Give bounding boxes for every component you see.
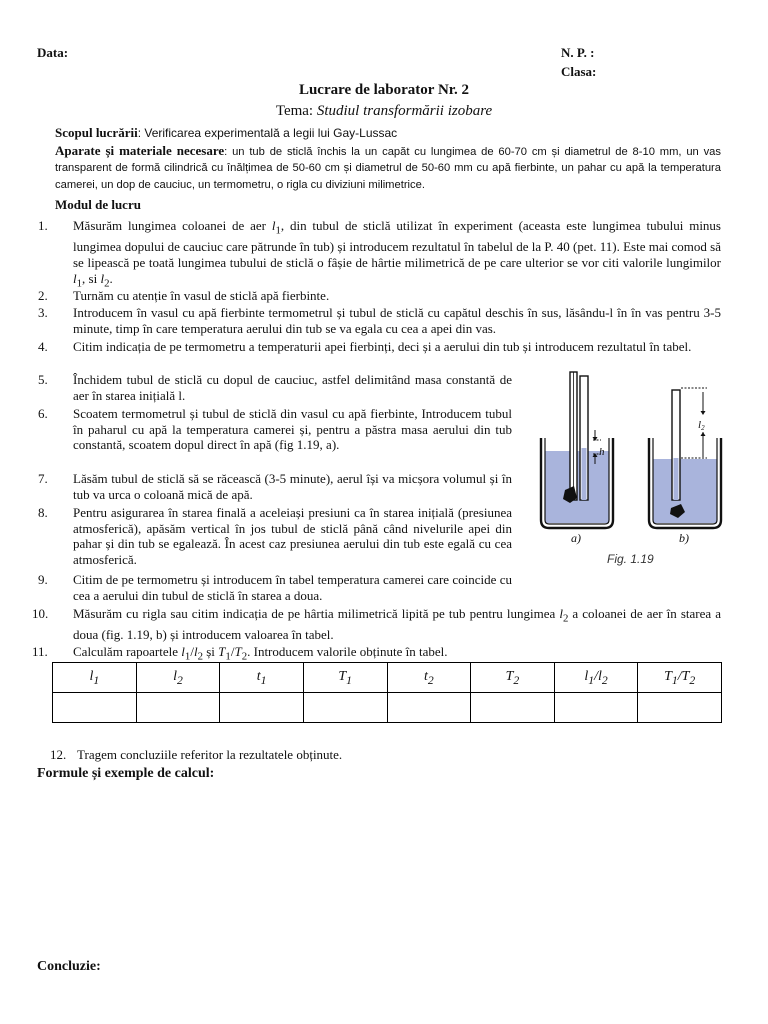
tube-a-water — [582, 448, 587, 500]
label-h: h — [599, 446, 605, 458]
step-number: 10. — [32, 606, 49, 621]
table-cell[interactable] — [554, 693, 638, 723]
table-header-row — [53, 663, 722, 693]
step-10: Măsurăm cu rigla sau citim indicația de pe hârtia milimetrică lipită pe tub pentru lungimea $l_2$ a coloanei de aer în starea a doua (fig. 1.19, b) și introducem valoarea în tabel. — [73, 606, 721, 643]
table-cell[interactable] — [471, 693, 555, 723]
step-number: 1. — [38, 218, 48, 233]
table-cell[interactable] — [220, 693, 304, 723]
step-7: Lăsăm tubul de sticlă să se răcească (3-5 minute), aerul își va micșora volumul și în tub va urca o coloană mică de apă. — [73, 471, 512, 502]
step-12: Tragem concluziile referitor la rezultatele obținute. — [77, 747, 343, 762]
label-l2: l2 — [698, 419, 705, 432]
water-b — [653, 459, 717, 523]
header-cell-l-ratio: $l_1/l_2$ — [554, 663, 638, 693]
purpose-text: : Verificarea experimentală a legii lui Gay-Lussac — [137, 126, 398, 140]
label-a: a) — [571, 531, 581, 545]
step-3: Introducem în vasul cu apă fierbinte termometrul și tubul de sticlă cu capătul deschis în sus, lăsându-l în în vas pentru 3-5 minute, timp în care temperatura aerului din tub se va egala cu cea a apei din vas. — [73, 305, 721, 336]
step-4: Citim indicația de pe termometru a temperaturii apei fierbinți, deci și a aerului din tub și introducem rezultatul în tabel. — [73, 339, 692, 354]
table-cell[interactable] — [53, 693, 137, 723]
table-cell[interactable] — [136, 693, 220, 723]
table-cell[interactable] — [303, 693, 387, 723]
step-number: 4. — [38, 339, 48, 354]
step-9: Citim de pe termometru și introducem în tabel temperatura camerei care coincide cu cea a aerului din tubul de sticlă în starea a doua. — [73, 572, 512, 603]
lab-theme — [0, 102, 768, 120]
beaker-b — [649, 388, 721, 528]
header-cell-T1: $T_1$ — [303, 663, 387, 693]
materials-text: : un tub de sticlă închis la un capăt cu lungimea de 60-70 cm și diametrul de 8-10 mm, un vas transparent de formă cilindrică cu înălțimea de 50-60 cm și diametrul de 50-60 mm cu apă fierbinte, un pahar cu apă la temperatura camerei, un dop de cauciuc, un termometru, o rigla cu diviziuni milimetrice. — [55, 146, 721, 191]
step-number: 12. — [50, 747, 67, 762]
step-number: 7. — [38, 471, 48, 486]
step-number: 11. — [32, 644, 48, 659]
purpose-line — [55, 125, 725, 141]
header-cell-l1: $l_1$ — [53, 663, 137, 693]
step-2: Turnăm cu atenție în vasul de sticlă apă fierbinte. — [73, 288, 330, 303]
step-5: Închidem tubul de sticlă cu dopul de cauciuc, astfel delimitând masa constantă de aer în starea inițială l. — [73, 372, 512, 403]
np-label: N. P. : — [561, 45, 595, 60]
materials-paragraph — [55, 143, 721, 193]
page-title: Lucrare de laborator Nr. 2 — [298, 82, 470, 98]
table-empty-row — [53, 693, 722, 723]
step-number: 2. — [38, 288, 48, 303]
step-number: 9. — [38, 572, 48, 587]
header-cell-t2: $t_2$ — [387, 663, 471, 693]
results-table — [52, 662, 722, 723]
class-label: Clasa: — [561, 64, 597, 79]
figure-caption: Fig. 1.19 — [607, 552, 654, 566]
step-number: 6. — [38, 406, 48, 421]
method-title: Modul de lucru — [55, 197, 141, 212]
beaker-a — [541, 372, 613, 528]
header-cell-T2: $T_2$ — [471, 663, 555, 693]
header-cell-l2: $l_2$ — [136, 663, 220, 693]
conclusion-title: Concluzie: — [37, 959, 101, 974]
label-b: b) — [679, 531, 689, 545]
step-11: Calculăm rapoartele $l_1/l_2$ și $T_1/T_2$. Introducem valorile obținute în tabel. — [73, 644, 448, 663]
step-6: Scoatem termometrul și tubul de sticlă din vasul cu apă fierbinte, Introducem tubul în paharul cu apă la temperatura camerei și, pentru a păstra masa aerului din tub constantă, scoatem dopul direct în apă (fig 1.19, a). — [73, 406, 512, 453]
theme-value: Studiul transformării izobare — [316, 103, 493, 119]
step-number: 8. — [38, 505, 48, 520]
theme-label: Tema: — [275, 103, 314, 119]
step-number: 3. — [38, 305, 48, 320]
date-label: Data: — [37, 45, 69, 60]
experiment-figure — [525, 362, 730, 572]
tube-b-water — [674, 458, 679, 500]
table-cell[interactable] — [638, 693, 722, 723]
materials-label: Aparate și materiale necesare — [55, 143, 225, 158]
header-cell-t1: $t_1$ — [220, 663, 304, 693]
step-number: 5. — [38, 372, 48, 387]
formulas-title: Formule și exemple de calcul: — [37, 766, 215, 781]
step-8: Pentru asigurarea în starea finală a aceleiași presiuni ca în starea inițială (presiunea atmosferică), apăsăm vertical în jos tubul de sticlă până când nivelurile apei din pahar și din tub se egalează. În acest caz presiunea aerului din tub este egală cu cea atmosferică. — [73, 505, 512, 567]
purpose-label: Scopul lucrării — [55, 125, 138, 140]
table-cell[interactable] — [387, 693, 471, 723]
step-1: Măsurăm lungimea coloanei de aer $l_1$, din tubul de sticlă utilizat în experiment (aceasta este lungimea tubului minus lungimea dopului de cauciuc care pătrunde în tub) și introducem rezultatul în tabelul de la P. 40 (pet. 11). Este mai comod să se lipească pe toată lungimea tubului de sticlă o fâșie de hârtie milimetrică de pe care ulterior se vor citi valorile lungimilor $l_1$, si $l_2$. — [73, 218, 721, 291]
header-cell-T-ratio: $T_1/T_2$ — [638, 663, 722, 693]
